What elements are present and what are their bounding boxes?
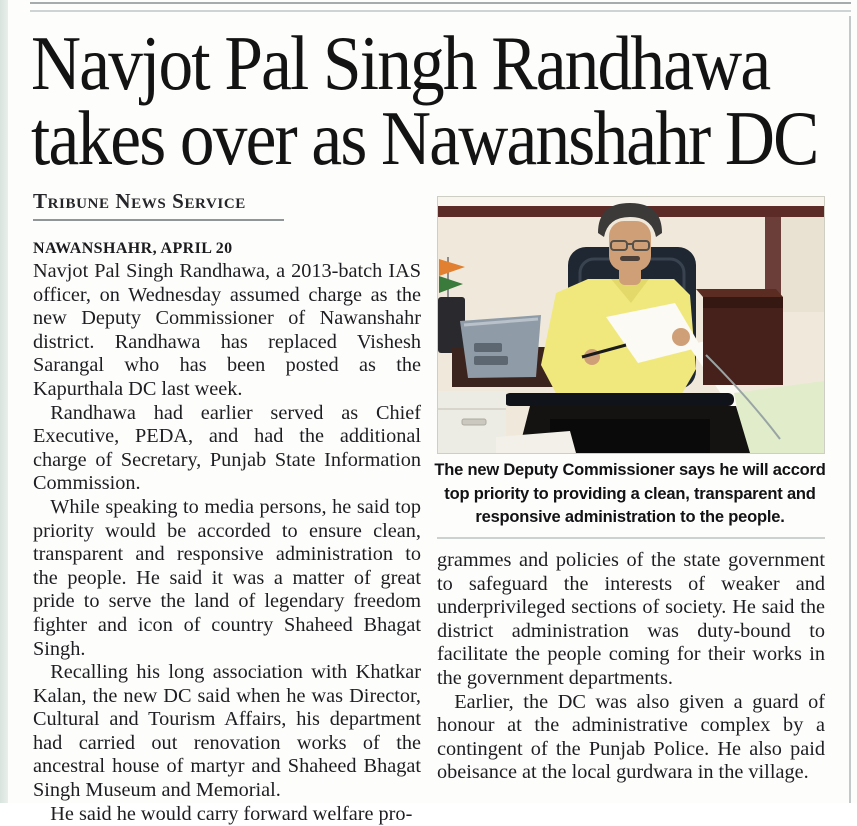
paragraph: Randhawa had earlier served as Chief Executive, PEDA, and had the additional charge of Secretary, Punjab State Information Commission. <box>33 401 421 495</box>
glass-desk-surface <box>734 381 824 453</box>
mustache <box>620 256 640 261</box>
headline-line-1: Navjot Pal Singh Randhawa <box>31 20 770 106</box>
paragraph: Navjot Pal Singh Randhawa, a 2013-batch IAS officer, on Wednesday assumed charge as the new Deputy Commissioner of Nawanshahr district. Randhawa has replaced Vishesh Sarangal who has been posted as the Kapurthala DC last week. <box>33 260 421 400</box>
article-headline <box>31 20 818 181</box>
paragraph: grammes and policies of the state government to safeguard the interests of weaker and underprivileged sections of society. He said the district administration was duty-bound to facilitate the people coming for their works in the government departments. <box>437 549 825 689</box>
right-column <box>437 549 825 785</box>
caption-divider-rule <box>437 537 825 539</box>
wood-pillar <box>765 217 781 299</box>
left-column <box>33 260 421 826</box>
desk-front-edge <box>504 393 734 406</box>
cabinet <box>703 297 783 385</box>
cabinet-shadow <box>703 297 783 308</box>
officer-left-hand <box>672 328 690 346</box>
wall-shade <box>781 217 824 312</box>
officer-face <box>609 221 651 271</box>
paragraph: He said he would carry forward welfare pro- <box>50 802 413 825</box>
photo-caption: The new Deputy Commissioner says he will accord top priority to providing a clean, transparent and responsive administration to the people. <box>434 461 826 526</box>
top-rule-secondary <box>30 10 851 12</box>
news-photo <box>437 196 825 454</box>
scan-edge-strip <box>0 0 8 803</box>
top-rule <box>30 2 851 4</box>
headline-line-2: takes over as Nawanshahr DC <box>31 95 818 181</box>
paragraph: Recalling his long association with Khatkar Kalan, the new DC said when he was Director, Cultural and Tourism Affairs, his department had carried out renovation works of the ancestral house of martyr and Shaheed Bhagat Singh Museum and Memorial. <box>33 661 421 802</box>
paragraph: Earlier, the DC was also given a guard of honour at the administrative complex by a contingent of the Punjab Police. He also paid obeisance at the local gurdwara in the village. <box>437 690 825 784</box>
news-photo-illustration <box>438 197 824 453</box>
tray-slot <box>474 343 502 352</box>
cabinet-top <box>696 289 783 297</box>
right-column-rule <box>849 16 851 803</box>
byline: Tribune News Service <box>33 189 284 221</box>
dateline: NAWANSHAHR, APRIL 20 <box>33 240 233 257</box>
drawer-handle <box>462 419 486 425</box>
paragraph: While speaking to media persons, he said top priority would be accorded to ensure clean, transparent and responsive administration to the people. He said it was a matter of great pride to serve the land of legendary freedom fighter and icon of country Shaheed Bhagat Singh. <box>33 495 421 660</box>
tray-slot <box>474 356 508 365</box>
